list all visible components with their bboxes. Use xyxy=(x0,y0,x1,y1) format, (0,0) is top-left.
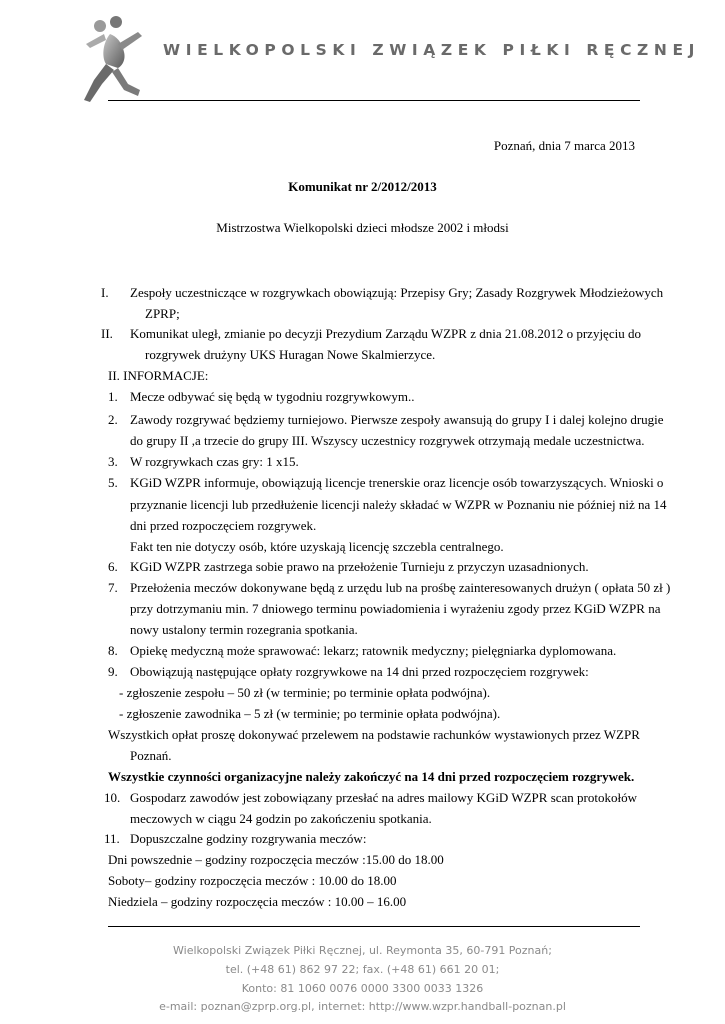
payment-text: Wszystkich opłat proszę dokonywać przelewem na podstawie rachunków wystawionych przez WZPR xyxy=(108,727,640,742)
list-item: W rozgrywkach czas gry: 1 x15. xyxy=(130,454,299,469)
list-item: Opiekę medyczną może sprawować: lekarz; ratownik medyczny; pielęgniarka dyplomowana. xyxy=(130,643,617,658)
list-item: Mecze odbywać się będą w tygodniu rozgrywkowym.. xyxy=(130,389,415,404)
list-item: przy dotrzymaniu min. 7 dniowego terminu powiadomienia i wyrażeniu zgody przez KGiD WZPR na xyxy=(130,601,661,616)
section-label: II. xyxy=(101,326,113,341)
list-item: Obowiązują następujące opłaty rozgrywkowe na 14 dni przed rozpoczęciem rozgrywek: xyxy=(130,664,589,679)
item-label: 6. xyxy=(108,559,118,574)
hours-line: Soboty– godziny rozpoczęcia meczów : 10.00 do 18.00 xyxy=(108,873,397,888)
list-item: Dopuszczalne godziny rozgrywania meczów: xyxy=(130,831,367,846)
document-subtitle: Mistrzostwa Wielkopolski dzieci młodsze 2002 i młodsi xyxy=(216,220,509,235)
section-line: rozgrywek drużyny UKS Huragan Nowe Skalmierzyce. xyxy=(145,347,436,362)
footer-phone: tel. (+48 61) 862 97 22; fax. (+48 61) 661 20 01; xyxy=(225,963,500,976)
section-line: ZPRP; xyxy=(145,306,180,321)
handball-player-icon xyxy=(76,14,154,104)
payment-text: Poznań. xyxy=(130,748,172,763)
list-item: przyznanie licencji lub przedłużenie licencji należy składać w WZPR w Poznaniu nie później niż na 14 xyxy=(130,497,667,512)
footer-address: Wielkopolski Związek Piłki Ręcznej, ul. Reymonta 35, 60-791 Poznań; xyxy=(173,944,552,957)
document-heading: Komunikat nr 2/2012/2013 xyxy=(288,179,437,194)
list-item: Zawody rozgrywać będziemy turniejowo. Pierwsze zespoły awansują do grupy I i dalej kolejno drugie xyxy=(130,412,664,427)
document-date: Poznań, dnia 7 marca 2013 xyxy=(493,138,635,153)
item-label: 5. xyxy=(108,475,118,490)
fee-team: - zgłoszenie zespołu – 50 zł (w terminie; po terminie opłata podwójna). xyxy=(119,685,491,700)
list-item: Gospodarz zawodów jest zobowiązany przesłać na adres mailowy KGiD WZPR scan protokołów xyxy=(130,790,637,805)
info-heading: II. INFORMACJE: xyxy=(108,368,209,383)
list-item: Przełożenia meczów dokonywane będą z urzędu lub na prośbę zainteresowanych drużyn ( opłata 50 zł ) xyxy=(130,580,671,595)
item-label: 8. xyxy=(108,643,118,658)
hours-line: Niedziela – godziny rozpoczęcia meczów : 10.00 – 16.00 xyxy=(108,894,407,909)
section-label: I. xyxy=(101,285,109,300)
item-label: 7. xyxy=(108,580,118,595)
hours-line: Dni powszednie – godziny rozpoczęcia meczów :15.00 do 18.00 xyxy=(108,852,444,867)
footer-divider xyxy=(108,926,640,927)
item-label: 10. xyxy=(104,790,121,805)
list-item: nowy ustalony termin rozegrania spotkania. xyxy=(130,622,358,637)
item-label: 3. xyxy=(108,454,118,469)
list-item: KGiD WZPR zastrzega sobie prawo na przełożenie Turnieju z przyczyn uzasadnionych. xyxy=(130,559,589,574)
list-item: meczowych w ciągu 24 godzin po zakończeniu spotkania. xyxy=(130,811,432,826)
header-divider xyxy=(108,100,640,101)
list-item: Fakt ten nie dotyczy osób, które uzyskają licencję szczebla centralnego. xyxy=(130,539,504,554)
organization-title: WIELKOPOLSKI ZWIĄZEK PIŁKI RĘCZNEJ xyxy=(163,41,701,59)
item-label: 1. xyxy=(108,389,118,404)
bold-notice: Wszystkie czynności organizacyjne należy zakończyć na 14 dni przed rozpoczęciem rozgrywek. xyxy=(108,769,635,784)
footer-account: Konto: 81 1060 0076 0000 3300 0033 1326 xyxy=(241,982,484,995)
list-item: do grupy II ,a trzecie do grupy III. Wszyscy uczestnicy rozgrywek otrzymają medale uczestnictwa. xyxy=(130,433,645,448)
item-label: 9. xyxy=(108,664,118,679)
list-item: dni przed rozpoczęciem rozgrywek. xyxy=(130,518,317,533)
section-line: Komunikat uległ, zmianie po decyzji Prezydium Zarządu WZPR z dnia 21.08.2012 o przyjęciu do xyxy=(130,326,641,341)
item-label: 11. xyxy=(104,831,120,846)
list-item: KGiD WZPR informuje, obowiązują licencje trenerskie oraz licencje osób towarzyszących. Wnioski o xyxy=(130,475,664,490)
fee-player: - zgłoszenie zawodnika – 5 zł (w terminie; po terminie opłata podwójna). xyxy=(119,706,501,721)
item-label: 2. xyxy=(108,412,118,427)
footer-contact: e-mail: poznan@zprp.org.pl, internet: http://www.wzpr.handball-poznan.pl xyxy=(159,1000,566,1013)
section-line: Zespoły uczestniczące w rozgrywkach obowiązują: Przepisy Gry; Zasady Rozgrywek Młodzieżowych xyxy=(130,285,664,300)
